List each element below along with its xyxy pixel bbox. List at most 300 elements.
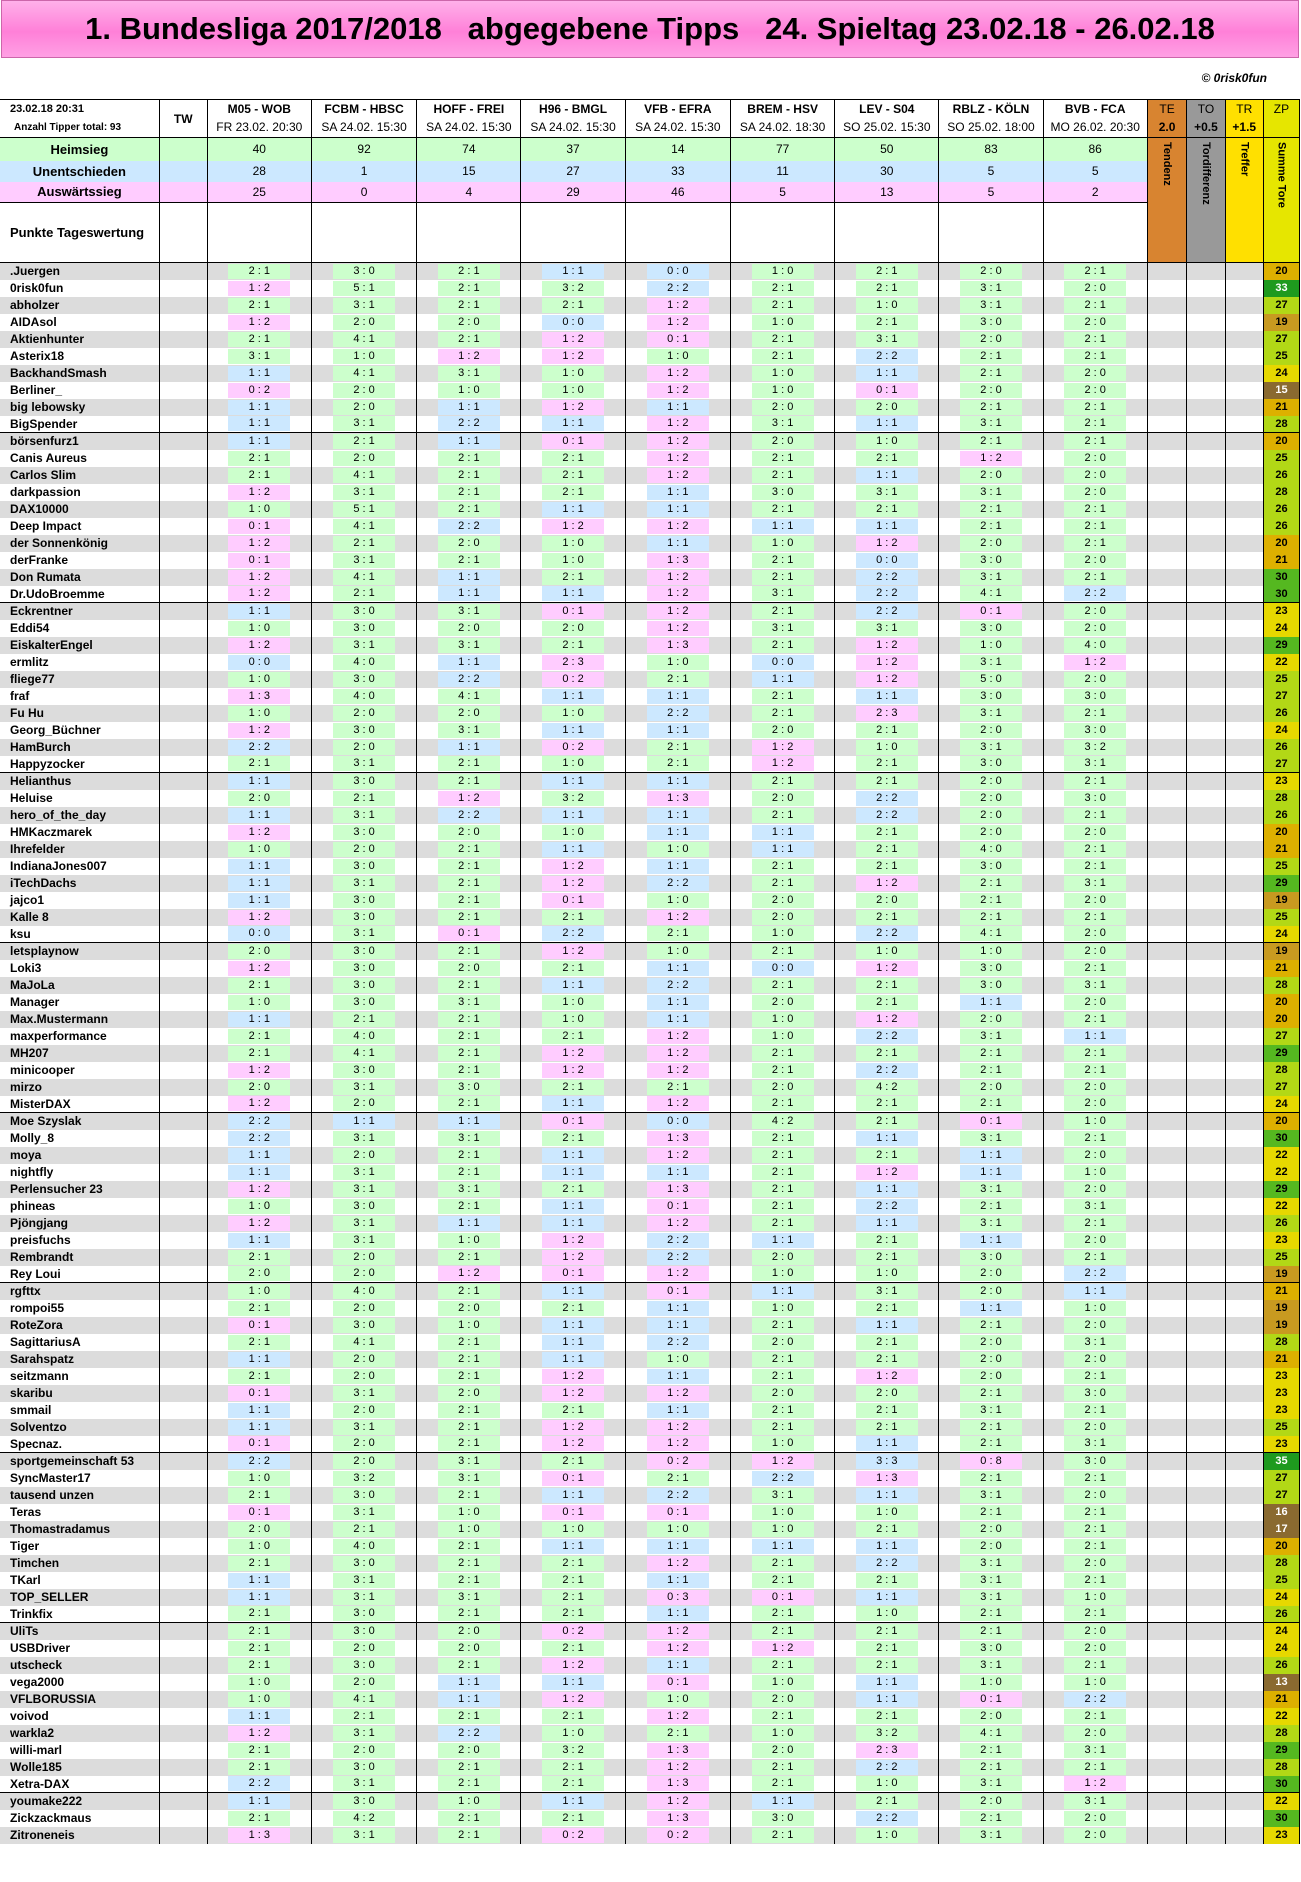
tip-cell bbox=[939, 331, 1043, 348]
tip-cell bbox=[207, 603, 311, 620]
player-name: abholzer bbox=[0, 297, 159, 314]
zp-value: 20 bbox=[1263, 1011, 1299, 1028]
tip-value: 2 : 1 bbox=[1064, 349, 1126, 364]
player-name: Teras bbox=[0, 1504, 159, 1521]
tip-value: 2 : 0 bbox=[960, 1369, 1022, 1384]
tip-value: 0 : 1 bbox=[542, 434, 604, 449]
tip-cell bbox=[731, 1810, 835, 1827]
game-time: FR 23.02. 20:30 bbox=[207, 118, 311, 138]
tip-value: 1 : 2 bbox=[647, 1266, 709, 1281]
tip-value: 2 : 1 bbox=[438, 1012, 500, 1027]
tip-cell bbox=[311, 875, 416, 892]
tip-cell bbox=[417, 1317, 521, 1334]
tw-cell bbox=[159, 977, 207, 994]
to-cell bbox=[1187, 1164, 1225, 1181]
tip-cell bbox=[521, 1283, 625, 1300]
zp-value: 27 bbox=[1263, 1028, 1299, 1045]
te-cell bbox=[1147, 1079, 1187, 1096]
te-cell bbox=[1147, 1623, 1187, 1640]
tip-cell bbox=[835, 467, 939, 484]
te-cell bbox=[1147, 399, 1187, 416]
tip-cell bbox=[835, 382, 939, 399]
tip-value: 2 : 1 bbox=[542, 1709, 604, 1724]
tip-cell bbox=[311, 1283, 416, 1300]
tip-value: 2 : 1 bbox=[752, 281, 814, 296]
tip-value: 3 : 2 bbox=[856, 1726, 918, 1741]
tip-cell bbox=[521, 1759, 625, 1776]
tip-cell bbox=[835, 280, 939, 297]
te-cell bbox=[1147, 1776, 1187, 1793]
tip-value: 2 : 1 bbox=[960, 910, 1022, 925]
tw-cell bbox=[159, 1640, 207, 1657]
tip-value: 2 : 1 bbox=[542, 1403, 604, 1418]
tip-value: 1 : 1 bbox=[647, 859, 709, 874]
table-row bbox=[0, 756, 1300, 773]
tip-cell bbox=[939, 1062, 1043, 1079]
tip-cell bbox=[207, 1249, 311, 1266]
tip-value: 1 : 0 bbox=[1064, 1114, 1126, 1129]
tip-value: 2 : 1 bbox=[438, 859, 500, 874]
tw-cell bbox=[159, 331, 207, 348]
tip-value: 2 : 1 bbox=[438, 1811, 500, 1826]
game-time: SO 25.02. 18:00 bbox=[939, 118, 1043, 138]
tip-value: 2 : 1 bbox=[856, 1624, 918, 1639]
table-row bbox=[0, 705, 1300, 722]
tip-cell bbox=[417, 1657, 521, 1674]
tip-value: 3 : 1 bbox=[1064, 1794, 1126, 1809]
tip-cell bbox=[939, 1368, 1043, 1385]
tw-cell bbox=[159, 297, 207, 314]
tip-value: 0 : 1 bbox=[542, 1505, 604, 1520]
tip-value: 1 : 0 bbox=[752, 1266, 814, 1281]
te-cell bbox=[1147, 484, 1187, 501]
tip-cell bbox=[625, 1130, 730, 1147]
tip-value: 1 : 2 bbox=[647, 1624, 709, 1639]
tip-value: 1 : 0 bbox=[228, 672, 290, 687]
tip-cell bbox=[625, 790, 730, 807]
tip-cell bbox=[521, 1079, 625, 1096]
tip-cell bbox=[207, 1011, 311, 1028]
tip-value: 2 : 1 bbox=[752, 1216, 814, 1231]
tip-cell bbox=[835, 1589, 939, 1606]
tip-cell bbox=[207, 1589, 311, 1606]
tip-value: 2 : 1 bbox=[542, 1606, 604, 1621]
tip-value: 1 : 0 bbox=[752, 536, 814, 551]
to-cell bbox=[1187, 1538, 1225, 1555]
tip-cell bbox=[731, 1266, 835, 1283]
tip-value: 2 : 2 bbox=[228, 1114, 290, 1129]
tip-value: 2 : 1 bbox=[228, 1250, 290, 1265]
tip-value: 1 : 0 bbox=[752, 1522, 814, 1537]
tip-cell bbox=[835, 994, 939, 1011]
tip-cell bbox=[939, 1589, 1043, 1606]
tip-value: 2 : 1 bbox=[752, 1606, 814, 1621]
zp-value: 35 bbox=[1263, 1453, 1299, 1470]
tip-cell bbox=[207, 773, 311, 790]
tip-value: 1 : 2 bbox=[228, 281, 290, 296]
tip-value: 3 : 1 bbox=[960, 298, 1022, 313]
tip-value: 2 : 0 bbox=[333, 706, 395, 721]
tip-value: 2 : 1 bbox=[752, 1046, 814, 1061]
tip-value: 2 : 1 bbox=[752, 1199, 814, 1214]
tip-cell bbox=[835, 603, 939, 620]
tip-cell bbox=[207, 518, 311, 535]
tip-value: 2 : 2 bbox=[647, 281, 709, 296]
tip-value: 1 : 1 bbox=[752, 1539, 814, 1554]
player-name: preisfuchs bbox=[0, 1232, 159, 1249]
tip-value: 3 : 0 bbox=[333, 604, 395, 619]
tip-value: 2 : 0 bbox=[333, 842, 395, 857]
tip-cell bbox=[417, 1572, 521, 1589]
tw-cell bbox=[159, 1674, 207, 1691]
te-cell bbox=[1147, 569, 1187, 586]
tip-value: 2 : 0 bbox=[1064, 1233, 1126, 1248]
tip-cell bbox=[311, 467, 416, 484]
tip-cell bbox=[1043, 858, 1147, 875]
tip-value: 2 : 0 bbox=[752, 723, 814, 738]
to-cell bbox=[1187, 722, 1225, 739]
tip-cell bbox=[417, 1708, 521, 1725]
tip-value: 2 : 1 bbox=[856, 756, 918, 771]
tip-cell bbox=[625, 399, 730, 416]
te-cell bbox=[1147, 1810, 1187, 1827]
tip-value: 2 : 1 bbox=[960, 1505, 1022, 1520]
zp-value: 23 bbox=[1263, 1402, 1299, 1419]
tip-cell bbox=[835, 297, 939, 314]
tip-cell bbox=[417, 467, 521, 484]
tip-value: 2 : 0 bbox=[1064, 1726, 1126, 1741]
tip-value: 2 : 1 bbox=[228, 264, 290, 279]
tip-value: 2 : 2 bbox=[647, 1233, 709, 1248]
zp-value: 21 bbox=[1263, 399, 1299, 416]
tip-value: 2 : 1 bbox=[228, 468, 290, 483]
tip-value: 2 : 2 bbox=[228, 740, 290, 755]
te-cell bbox=[1147, 1028, 1187, 1045]
tip-value: 2 : 1 bbox=[1064, 1063, 1126, 1078]
tip-cell bbox=[1043, 1011, 1147, 1028]
tip-cell bbox=[731, 1181, 835, 1198]
tip-cell bbox=[1043, 688, 1147, 705]
tip-cell bbox=[939, 671, 1043, 688]
te-cell bbox=[1147, 1181, 1187, 1198]
player-name: Rembrandt bbox=[0, 1249, 159, 1266]
to-cell bbox=[1187, 1623, 1225, 1640]
tip-cell bbox=[417, 603, 521, 620]
tip-cell bbox=[1043, 1504, 1147, 1521]
tip-value: 2 : 2 bbox=[647, 1488, 709, 1503]
tw-cell bbox=[159, 1691, 207, 1708]
tip-value: 2 : 0 bbox=[333, 1641, 395, 1656]
tip-value: 1 : 1 bbox=[960, 1148, 1022, 1163]
tip-value: 2 : 1 bbox=[438, 1063, 500, 1078]
tip-cell bbox=[311, 722, 416, 739]
zp-value: 24 bbox=[1263, 1096, 1299, 1113]
tip-value: 2 : 1 bbox=[228, 1029, 290, 1044]
tip-value: 2 : 1 bbox=[752, 1828, 814, 1843]
tr-cell bbox=[1225, 297, 1263, 314]
tw-cell bbox=[159, 484, 207, 501]
tip-cell bbox=[521, 518, 625, 535]
tip-value: 3 : 1 bbox=[1064, 876, 1126, 891]
tr-cell bbox=[1225, 1640, 1263, 1657]
table-row bbox=[0, 1096, 1300, 1113]
tip-value: 3 : 0 bbox=[960, 1250, 1022, 1265]
tip-value: 2 : 1 bbox=[438, 1709, 500, 1724]
tip-value: 1 : 0 bbox=[647, 1352, 709, 1367]
tip-value: 2 : 0 bbox=[228, 1266, 290, 1281]
tip-cell bbox=[939, 1130, 1043, 1147]
tip-cell bbox=[835, 1283, 939, 1300]
to-cell bbox=[1187, 484, 1225, 501]
tip-value: 1 : 2 bbox=[438, 349, 500, 364]
tip-value: 1 : 3 bbox=[856, 1471, 918, 1486]
tip-value: 1 : 1 bbox=[438, 570, 500, 585]
game-title: LEV - S04 bbox=[835, 100, 939, 118]
table-row bbox=[0, 943, 1300, 960]
tip-cell bbox=[311, 1725, 416, 1742]
tip-cell bbox=[939, 569, 1043, 586]
tip-cell bbox=[207, 756, 311, 773]
tip-value: 2 : 0 bbox=[960, 1709, 1022, 1724]
tip-cell bbox=[1043, 280, 1147, 297]
tip-value: 1 : 1 bbox=[228, 1590, 290, 1605]
tip-value: 2 : 1 bbox=[1064, 536, 1126, 551]
table-row bbox=[0, 1028, 1300, 1045]
tip-value: 1 : 1 bbox=[647, 1301, 709, 1316]
tip-cell bbox=[417, 1351, 521, 1368]
tip-value: 1 : 1 bbox=[647, 1012, 709, 1027]
tip-cell bbox=[1043, 416, 1147, 433]
tip-cell bbox=[417, 518, 521, 535]
table-row bbox=[0, 603, 1300, 620]
tip-value: 1 : 0 bbox=[228, 621, 290, 636]
tip-value: 1 : 1 bbox=[333, 1114, 395, 1129]
tip-cell bbox=[207, 484, 311, 501]
tip-value: 3 : 0 bbox=[960, 689, 1022, 704]
tip-cell bbox=[417, 688, 521, 705]
tip-value: 2 : 0 bbox=[1064, 553, 1126, 568]
tr-cell bbox=[1225, 1453, 1263, 1470]
tip-cell bbox=[311, 569, 416, 586]
player-name: HamBurch bbox=[0, 739, 159, 756]
tip-value: 2 : 1 bbox=[960, 434, 1022, 449]
table-row bbox=[0, 433, 1300, 450]
tip-cell bbox=[521, 535, 625, 552]
tip-value: 2 : 1 bbox=[1064, 434, 1126, 449]
table-row bbox=[0, 399, 1300, 416]
table-row bbox=[0, 1317, 1300, 1334]
tip-cell bbox=[731, 1079, 835, 1096]
tip-cell bbox=[311, 552, 416, 569]
tip-cell bbox=[521, 1589, 625, 1606]
tip-value: 2 : 0 bbox=[960, 1794, 1022, 1809]
tip-cell bbox=[1043, 1470, 1147, 1487]
tip-cell bbox=[417, 365, 521, 382]
tip-cell bbox=[1043, 1130, 1147, 1147]
tip-cell bbox=[625, 1708, 730, 1725]
tip-cell bbox=[625, 1147, 730, 1164]
zp-value: 20 bbox=[1263, 433, 1299, 450]
tip-value: 1 : 2 bbox=[647, 298, 709, 313]
tip-cell bbox=[835, 1079, 939, 1096]
tip-value: 0 : 0 bbox=[752, 961, 814, 976]
tip-cell bbox=[731, 1640, 835, 1657]
tip-cell bbox=[835, 1640, 939, 1657]
tip-cell bbox=[417, 331, 521, 348]
tip-value: 1 : 2 bbox=[960, 451, 1022, 466]
tip-value: 1 : 1 bbox=[647, 502, 709, 517]
tip-cell bbox=[835, 926, 939, 943]
tip-value: 2 : 1 bbox=[752, 859, 814, 874]
tip-cell bbox=[625, 263, 730, 280]
tip-cell bbox=[835, 1317, 939, 1334]
tip-cell bbox=[311, 1470, 416, 1487]
tip-value: 4 : 1 bbox=[333, 1335, 395, 1350]
tip-value: 1 : 1 bbox=[542, 978, 604, 993]
tip-value: 2 : 1 bbox=[1064, 774, 1126, 789]
te-cell bbox=[1147, 1691, 1187, 1708]
tip-value: 1 : 1 bbox=[542, 723, 604, 738]
tip-value: 1 : 1 bbox=[856, 1131, 918, 1146]
tip-value: 1 : 1 bbox=[856, 366, 918, 381]
tip-value: 1 : 1 bbox=[438, 586, 500, 601]
tip-cell bbox=[939, 1555, 1043, 1572]
to-cell bbox=[1187, 1317, 1225, 1334]
tip-value: 1 : 2 bbox=[542, 332, 604, 347]
bonus-label-cell bbox=[1225, 138, 1263, 263]
table-row bbox=[0, 1776, 1300, 1793]
tip-value: 4 : 0 bbox=[333, 655, 395, 670]
tr-cell bbox=[1225, 977, 1263, 994]
zp-value: 29 bbox=[1263, 875, 1299, 892]
tip-cell bbox=[311, 773, 416, 790]
tip-value: 2 : 1 bbox=[752, 332, 814, 347]
tip-cell bbox=[417, 1538, 521, 1555]
to-cell bbox=[1187, 1691, 1225, 1708]
tw-cell bbox=[159, 688, 207, 705]
tip-value: 1 : 0 bbox=[752, 1675, 814, 1690]
tw-cell bbox=[159, 1351, 207, 1368]
tip-value: 2 : 1 bbox=[752, 1556, 814, 1571]
tip-cell bbox=[835, 552, 939, 569]
points-cell bbox=[311, 203, 416, 263]
to-cell bbox=[1187, 1742, 1225, 1759]
tip-cell bbox=[1043, 365, 1147, 382]
table-row bbox=[0, 1538, 1300, 1555]
tip-cell bbox=[625, 892, 730, 909]
tip-value: 3 : 0 bbox=[333, 961, 395, 976]
tip-value: 1 : 1 bbox=[647, 689, 709, 704]
player-name: Pjöngjang bbox=[0, 1215, 159, 1232]
tip-value: 2 : 0 bbox=[752, 893, 814, 908]
tip-value: 1 : 1 bbox=[647, 1606, 709, 1621]
tr-cell bbox=[1225, 1691, 1263, 1708]
table-row bbox=[0, 1725, 1300, 1742]
tip-value: 3 : 1 bbox=[960, 1828, 1022, 1843]
tip-cell bbox=[731, 841, 835, 858]
tip-cell bbox=[731, 263, 835, 280]
table-row bbox=[0, 892, 1300, 909]
tip-cell bbox=[207, 790, 311, 807]
tip-cell bbox=[835, 1198, 939, 1215]
tip-cell bbox=[731, 1708, 835, 1725]
tip-value: 2 : 1 bbox=[1064, 1250, 1126, 1265]
tip-cell bbox=[625, 433, 730, 450]
tip-cell bbox=[417, 1436, 521, 1453]
tip-cell bbox=[417, 1793, 521, 1810]
tip-cell bbox=[1043, 841, 1147, 858]
tip-cell bbox=[939, 1623, 1043, 1640]
tip-cell bbox=[207, 807, 311, 824]
tip-cell bbox=[521, 1725, 625, 1742]
tip-cell bbox=[311, 807, 416, 824]
stat-value-heim: 14 bbox=[625, 138, 730, 161]
tip-cell bbox=[1043, 331, 1147, 348]
tip-value: 2 : 0 bbox=[1064, 672, 1126, 687]
tip-value: 2 : 1 bbox=[438, 1369, 500, 1384]
tr-cell bbox=[1225, 1096, 1263, 1113]
tip-value: 1 : 1 bbox=[856, 1539, 918, 1554]
tip-cell bbox=[1043, 467, 1147, 484]
tip-value: 2 : 1 bbox=[1064, 961, 1126, 976]
tip-cell bbox=[417, 1368, 521, 1385]
player-name: Asterix18 bbox=[0, 348, 159, 365]
tip-value: 2 : 1 bbox=[752, 349, 814, 364]
tip-value: 1 : 1 bbox=[438, 434, 500, 449]
tip-cell bbox=[207, 1181, 311, 1198]
tip-value: 2 : 1 bbox=[228, 332, 290, 347]
to-cell bbox=[1187, 1385, 1225, 1402]
tip-value: 3 : 0 bbox=[333, 944, 395, 959]
tip-value: 1 : 1 bbox=[647, 961, 709, 976]
game-title: BREM - HSV bbox=[731, 100, 835, 118]
tip-value: 1 : 0 bbox=[228, 1692, 290, 1707]
te-cell bbox=[1147, 1419, 1187, 1436]
tip-cell bbox=[1043, 620, 1147, 637]
tip-cell bbox=[311, 1555, 416, 1572]
tip-cell bbox=[939, 824, 1043, 841]
tip-cell bbox=[521, 1810, 625, 1827]
tip-value: 1 : 2 bbox=[542, 1658, 604, 1673]
tip-cell bbox=[625, 722, 730, 739]
tip-cell bbox=[417, 773, 521, 790]
tip-value: 1 : 0 bbox=[542, 553, 604, 568]
tip-cell bbox=[521, 1521, 625, 1538]
tip-cell bbox=[311, 263, 416, 280]
tip-cell bbox=[625, 1402, 730, 1419]
tip-value: 2 : 1 bbox=[856, 1114, 918, 1129]
tip-value: 0 : 0 bbox=[856, 553, 918, 568]
tip-value: 2 : 0 bbox=[333, 315, 395, 330]
tip-value: 2 : 2 bbox=[438, 519, 500, 534]
tip-value: 2 : 0 bbox=[333, 451, 395, 466]
tip-cell bbox=[417, 1266, 521, 1283]
tip-cell bbox=[835, 569, 939, 586]
tip-cell bbox=[1043, 926, 1147, 943]
tip-cell bbox=[311, 1215, 416, 1232]
bonus-value: 2.0 bbox=[1147, 118, 1187, 138]
tip-value: 1 : 1 bbox=[647, 1403, 709, 1418]
tip-cell bbox=[1043, 671, 1147, 688]
tip-cell bbox=[625, 926, 730, 943]
tip-value: 2 : 0 bbox=[960, 1284, 1022, 1299]
tip-value: 2 : 1 bbox=[647, 926, 709, 941]
tip-cell bbox=[521, 909, 625, 926]
tip-cell bbox=[311, 382, 416, 399]
te-cell bbox=[1147, 654, 1187, 671]
tr-cell bbox=[1225, 348, 1263, 365]
zp-value: 27 bbox=[1263, 688, 1299, 705]
